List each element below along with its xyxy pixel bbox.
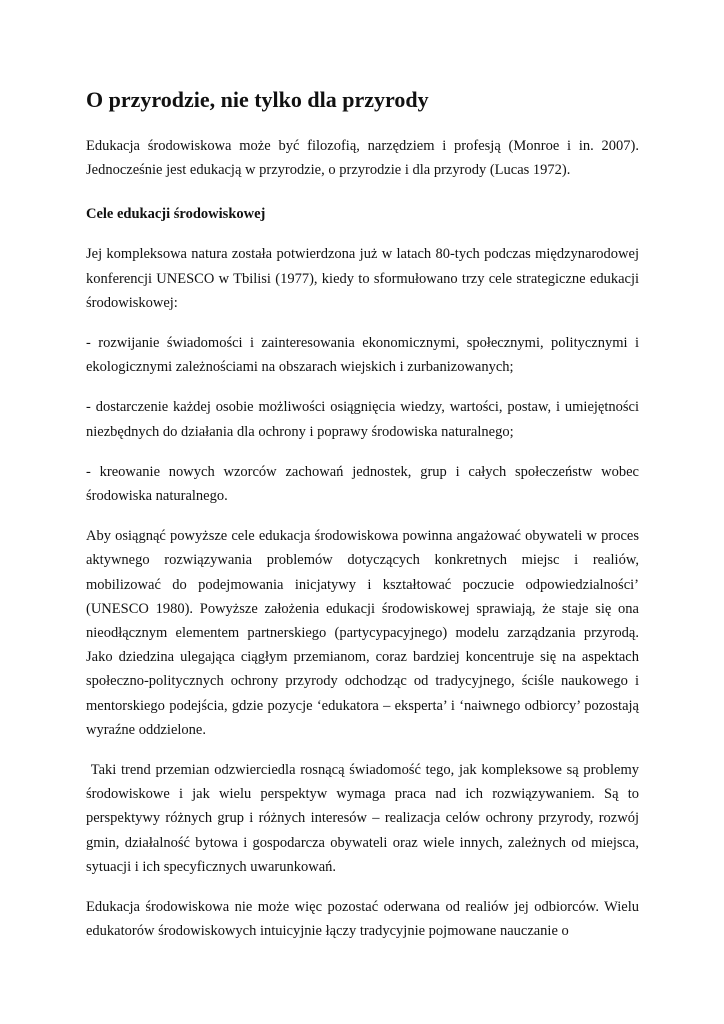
document-page (86, 84, 639, 943)
document-title: O przyrodzie, nie tylko dla przyrody (86, 87, 429, 112)
section-heading: Cele edukacji środowiskowej (86, 206, 266, 223)
list-item-goal-1: - rozwijanie świadomości i zainteresowania ekonomicznymi, społecznymi, politycznymi i ekologicznymi zależnościami na obszarach wiejskich i zurbanizowanych; (86, 335, 639, 376)
paragraph-realities: Edukacja środowiskowa nie może więc pozostać oderwana od realiów jej odbiorców. Wielu edukatorów środowiskowych intuicyjnie łączy tradycyjnie pojmowane nauczanie o (86, 899, 639, 940)
paragraph-participation: Aby osiągnąć powyższe cele edukacja środowiskowa powinna angażować obywateli w proces aktywnego rozwiązywania problemów dotyczących konkretnych miejsc i realiów, mobilizować do podejmowania inicjatywy i kształtować poczucie odpowiedzialności’ (UNESCO 1980). Powyższe założenia edukacji środowiskowej sprawiają, że staje się ona nieodłącznym elementem partnerskiego (partycypacyjnego) modelu zarządzania przyrodą. Jako dziedzina ulegająca ciągłym przemianom, coraz bardziej koncentruje się na aspektach społeczno-politycznych ochrony przyrody odchodząc od tradycyjnego, ściśle naukowego i mentorskiego podejścia, gdzie pozycje ‘edukatora – eksperta’ i ‘naiwnego odbiorcy’ pozostają wyraźne oddzielone. (86, 528, 639, 738)
list-item-goal-2: - dostarczenie każdej osobie możliwości osiągnięcia wiedzy, wartości, postaw, i umiejętności niezbędnych do działania dla ochrony i poprawy środowiska naturalnego; (86, 399, 639, 440)
list-item-goal-3: - kreowanie nowych wzorców zachowań jednostek, grup i całych społeczeństw wobec środowiska naturalnego. (86, 463, 639, 505)
intro-paragraph: Edukacja środowiskowa może być filozofią, narzędziem i profesją (Monroe i in. 2007). Jednocześnie jest edukacją w przyrodzie, o przyrodzie i dla przyrody (Lucas 1972). (86, 138, 639, 179)
paragraph-unesco-tbilisi: Jej kompleksowa natura została potwierdzona już w latach 80-tych podczas międzynarodowej konferencji UNESCO w Tbilisi (1977), kiedy to sformułowano trzy cele strategiczne edukacji środowiskowej: (86, 246, 639, 311)
paragraph-trend: Taki trend przemian odzwierciedla rosnącą świadomość tego, jak kompleksowe są problemy środowiskowe i jak wielu perspektyw wymaga praca nad ich rozwiązywaniem. Są to perspektywy różnych grup i różnych interesów – realizacja celów ochrony przyrody, rozwój gmin, działalność bytowa i gospodarcza obywateli oraz wiele innych, zależnych od miejsca, sytuacji i ich specyficznych uwarunkowań. (86, 762, 640, 875)
